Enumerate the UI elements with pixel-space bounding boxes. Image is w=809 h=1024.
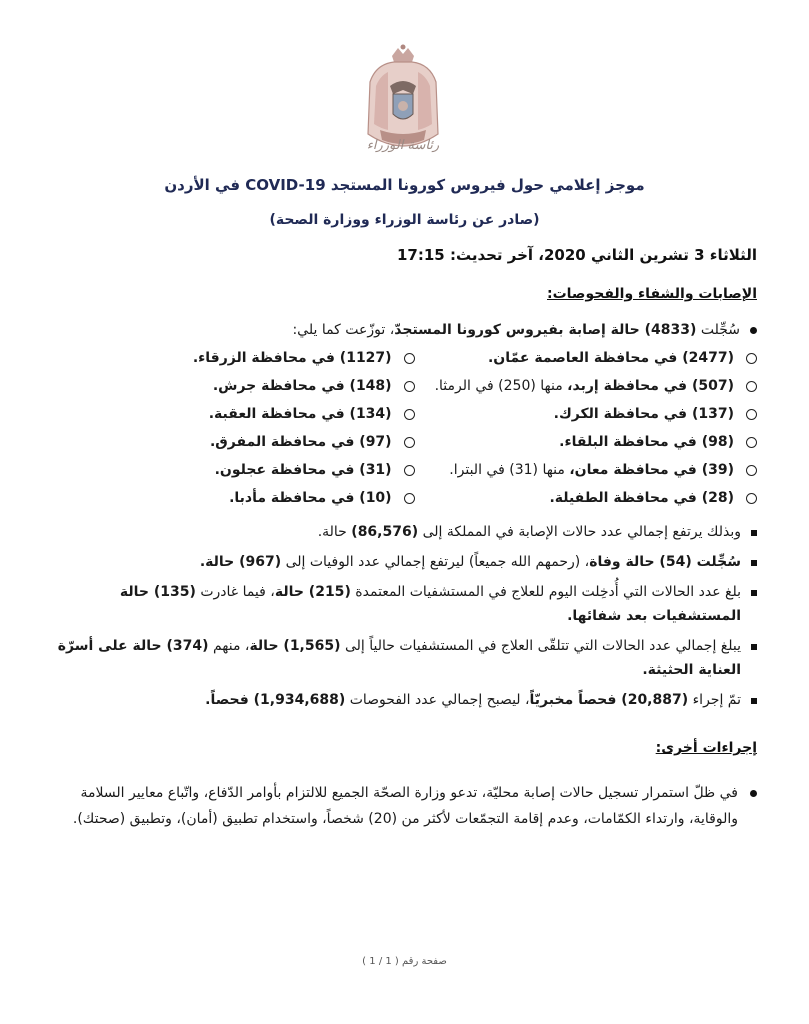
gov-count: (10) في محافظة مأدبا. [229,490,392,506]
other-measures-item [47,780,757,832]
circle-bullet-icon [404,493,415,504]
stat-text: وبذلك يرتفع إجمالي عدد حالات الإصابة في المملكة إلى [418,524,741,540]
bullet-dot-icon [750,327,757,334]
other-measures-text: في ظلّ استمرار تسجيل حالات إصابة محليّة، تدعو وزارة الصحّة الجميع للالتزام بأوامر الدّفاع، واتّباع معايير السلامة والوقاية، وارتداء الكمّامات، وعدم إقامة التجمّعات لأكثر من (20) شخصاً، واستخدام تطبيق (أمان)، وتطبيق (صحتك). [72,785,738,827]
stat-bold: (86,576) [351,524,419,540]
stat-text: تمّ إجراء [688,692,741,708]
list-item [47,634,757,682]
list-item [47,688,757,712]
page-subtitle: (صادر عن رئاسة الوزراء ووزارة الصحة) [269,212,540,228]
cases-intro-text [292,322,740,338]
circle-bullet-icon [404,381,415,392]
list-item [177,404,415,424]
page-number: صفحة رقم ( 1 / 1 ) [362,956,447,967]
cases-section-heading: الإصابات والشفاء والفحوصات: [547,286,757,302]
stat-bold: (135) حالة [119,584,196,600]
square-bullet-icon [751,698,757,704]
stat-bold: (967) حالة. [199,554,282,570]
page-title: موجز إعلامي حول فيروس كورونا المستجد COVID-19 في الأردن [164,176,645,194]
gov-count: (137) في محافظة الكرك. [553,406,734,422]
gov-count: (134) في محافظة العقبة. [208,406,392,422]
circle-bullet-icon [404,409,415,420]
gov-count: (39) في محافظة معان، [569,462,734,478]
list-item [177,376,415,396]
date-line: الثلاثاء 3 تشرين الثاني 2020، آخر تحديث: 17:15 [396,246,757,264]
intro-suffix: ، توزّعت كما يلي: [292,322,395,338]
list-item [435,376,757,396]
stat-bold: (215) حالة [274,584,351,600]
stat-bold: (1,934,688) فحصاً. [205,692,346,708]
gov-count: (31) في محافظة عجلون. [214,462,392,478]
list-item [47,520,757,544]
stat-bold: (374) حالة على أسرّة العناية الحثيثة. [57,638,741,678]
stat-text: ، ليصبح إجمالي عدد الفحوصات [345,692,530,708]
square-bullet-icon [751,560,757,566]
list-item [177,460,415,480]
list-item [435,348,757,368]
gov-extra: منها (250) في الرمثا. [434,378,568,394]
list-item [177,432,415,452]
circle-bullet-icon [746,437,757,448]
list-item [435,460,757,480]
list-item [47,580,757,628]
stat-bold: (1,565) حالة [249,638,341,654]
other-section-heading: إجراءات أخرى: [655,740,757,756]
square-bullet-icon [751,530,757,536]
intro-prefix: سُجِّلت [700,322,740,338]
square-bullet-icon [751,590,757,596]
list-item [47,550,757,574]
bullet-dot-icon [750,790,757,797]
gov-count: (1127) في محافظة الزرقاء. [192,350,392,366]
stat-text: حالة. [317,524,352,540]
gov-count: (98) في محافظة البلقاء. [559,434,734,450]
list-item [435,404,757,424]
stat-bold: المستشفيات بعد شفائها. [567,608,741,624]
list-item [177,348,415,368]
circle-bullet-icon [746,493,757,504]
stat-bold: سُجِّلت (54) حالة وفاة [589,554,741,570]
circle-bullet-icon [404,353,415,364]
list-item [177,488,415,508]
gov-count: (507) في محافظة إربد، [567,378,734,394]
circle-bullet-icon [404,437,415,448]
circle-bullet-icon [404,465,415,476]
cases-intro [292,322,757,338]
stat-bold: (20,887) فحصاً مخبريّاً [529,692,689,708]
emblem-caption: رئاسة الوزراء [366,138,440,153]
stat-text: ، (رحمهم الله جميعاً) ليرتفع إجمالي عدد الوفيات إلى [281,554,590,570]
intro-bold: (4833) حالة إصابة بفيروس كورونا المستجدّ [394,322,697,338]
statistics-list [47,520,757,718]
circle-bullet-icon [746,465,757,476]
circle-bullet-icon [746,381,757,392]
gov-count: (28) في محافظة الطفيلة. [549,490,734,506]
governorates-list [177,348,757,508]
gov-count: (148) في محافظة جرش. [212,378,392,394]
stat-text: يبلغ إجمالي عدد الحالات التي تتلقّى العلاج في المستشفيات حالياً إلى [340,638,741,654]
gov-extra: منها (31) في البترا. [449,462,570,478]
stat-text: ، فيما غادرت [195,584,275,600]
square-bullet-icon [751,644,757,650]
stat-text: بلغ عدد الحالات التي أُدخِلت اليوم للعلاج في المستشفيات المعتمدة [350,584,741,600]
circle-bullet-icon [746,409,757,420]
gov-count: (97) في محافظة المفرق. [209,434,392,450]
stat-text: ، منهم [208,638,250,654]
circle-bullet-icon [746,353,757,364]
list-item [435,432,757,452]
gov-count: (2477) في محافظة العاصمة عمّان. [487,350,734,366]
list-item [435,488,757,508]
